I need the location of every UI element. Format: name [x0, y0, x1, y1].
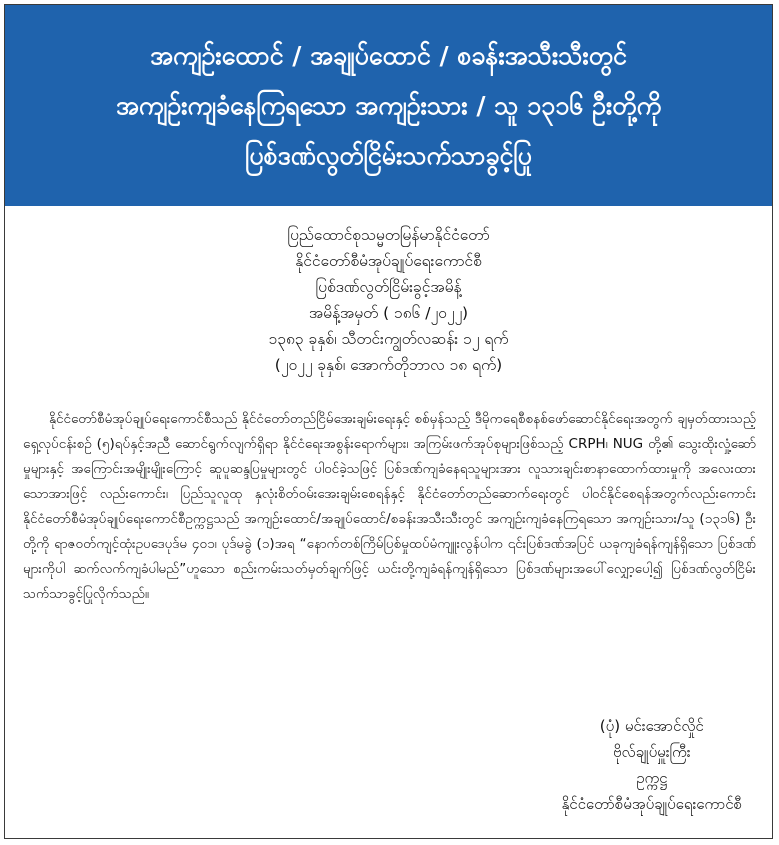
headline-banner — [5, 5, 772, 206]
order-number: အမိန့်အမှတ် ( ၁၈၆ /၂၀၂၂) — [308, 304, 469, 322]
order-body-paragraph: နိုင်ငံတော်စီမံအုပ်ချုပ်ရေးကောင်စီသည် နိုင်ငံတော်တည်ငြိမ်အေးချမ်းရေးနှင့် စစ်မှန်သည့် ဒီမိုကရေစီစနစ်ဖော်ဆောင်နိုင်ရေးအတွက် ချမှတ်ထားသည့် ရှေ့လုပ်ငန်းစဉ် (၅)ရပ်နှင့်အညီ ဆောင်ရွက်လျက်ရှိရာ နိုင်ငံရေးအစွန်းရောက်များ၊ အကြမ်းဖက်အုပ်စုများဖြစ်သည့် CRPH၊ NUG တို့၏ သွေးထိုးလှုံ့ဆော်မှုများနှင့် အကြောင်းအမျိုးမျိုးကြောင့် ဆူပူဆန္ဒပြမှုများတွင် ပါဝင်ခဲ့သဖြင့် ပြစ်ဒဏ်ကျခံနေရသူများအား လူသားချင်းစာနာထောက်ထားမှုကို အလေးထားသောအားဖြင့် လည်းကောင်း၊ ပြည်သူလူထု နှလုံးစိတ်ဝမ်းအေးချမ်းစေရန်နှင့် နိုင်ငံတော်တည်ဆောက်ရေးတွင် ပါဝင်နိုင်စေရန်အတွက်လည်းကောင်း နိုင်ငံတော်စီမံအုပ်ချုပ်ရေးကောင်စီဥက္ကဋ္ဌသည် အကျဉ်းထောင်/အချုပ်ထောင်/စခန်းအသီးသီးတွင် အကျဉ်းကျခံနေကြရသော အကျဉ်းသား/သူ (၁၃၁၆) ဦးတို့ကို ရာဇဝတ်ကျင့်ထုံးဥပဒေပုဒ်မ ၄၀၁၊ ပုဒ်မခွဲ (၁)အရ “နောက်တစ်ကြိမ်ပြစ်မှုထပ်မံကျူးလွန်ပါက ၎င်းပြစ်ဒဏ်အပြင် ယခုကျခံရန်ကျန်ရှိသော ပြစ်ဒဏ်များကိုပါ ဆက်လက်ကျခံပါမည်”ဟူသော စည်းကမ်းသတ်မှတ်ချက်ဖြင့် ယင်းတို့ကျခံရန်ကျန်ရှိသော ပြစ်ဒဏ်များအပေါ်လျှော့ပေါ့၍ ပြစ်ဒဏ်လွတ်ငြိမ်းသက်သာခွင့်ပြုလိုက်သည်။ — [23, 411, 756, 602]
order-header — [5, 222, 772, 378]
country-name: ပြည်ထောင်စုသမ္မတမြန်မာနိုင်ငံတော် — [287, 226, 490, 244]
signatory-title: ဥက္ကဋ္ဌ — [636, 769, 668, 787]
headline-line-3: ပြစ်ဒဏ်လွတ်ငြိမ်းသက်သာခွင့်ပြု — [245, 141, 532, 170]
announcement-frame — [4, 4, 773, 839]
myanmar-date: ၁၃၈၃ ခုနှစ်၊ သီတင်းကျွတ်လဆန်း ၁၂ ရက် — [268, 330, 509, 348]
headline-line-2: အကျဉ်းကျခံနေကြရသော အကျဉ်းသား / သူ ၁၃၁၆ ဦးတို့ကို — [115, 91, 662, 120]
headline-line-1: အကျဉ်းထောင် / အချုပ်ထောင် / စခန်းအသီးသီးတွင် — [150, 41, 627, 70]
order-title: ပြစ်ဒဏ်လွတ်ငြိမ်းခွင့်အမိန့် — [315, 278, 462, 296]
signatory-organization: နိုင်ငံတော်စီမံအုပ်ချုပ်ရေးကောင်စီ — [561, 795, 742, 813]
council-name: နိုင်ငံတော်စီမံအုပ်ချုပ်ရေးကောင်စီ — [295, 252, 482, 270]
gregorian-date: (၂၀၂၂ ခုနှစ်၊ အောက်တိုဘာလ ၁၈ ရက်) — [274, 356, 503, 374]
signature-block — [562, 713, 742, 817]
signatory-name: (ပုံ) မင်းအောင်လှိုင် — [599, 717, 704, 735]
signatory-rank: ဗိုလ်ချုပ်မှူးကြီး — [612, 743, 691, 761]
